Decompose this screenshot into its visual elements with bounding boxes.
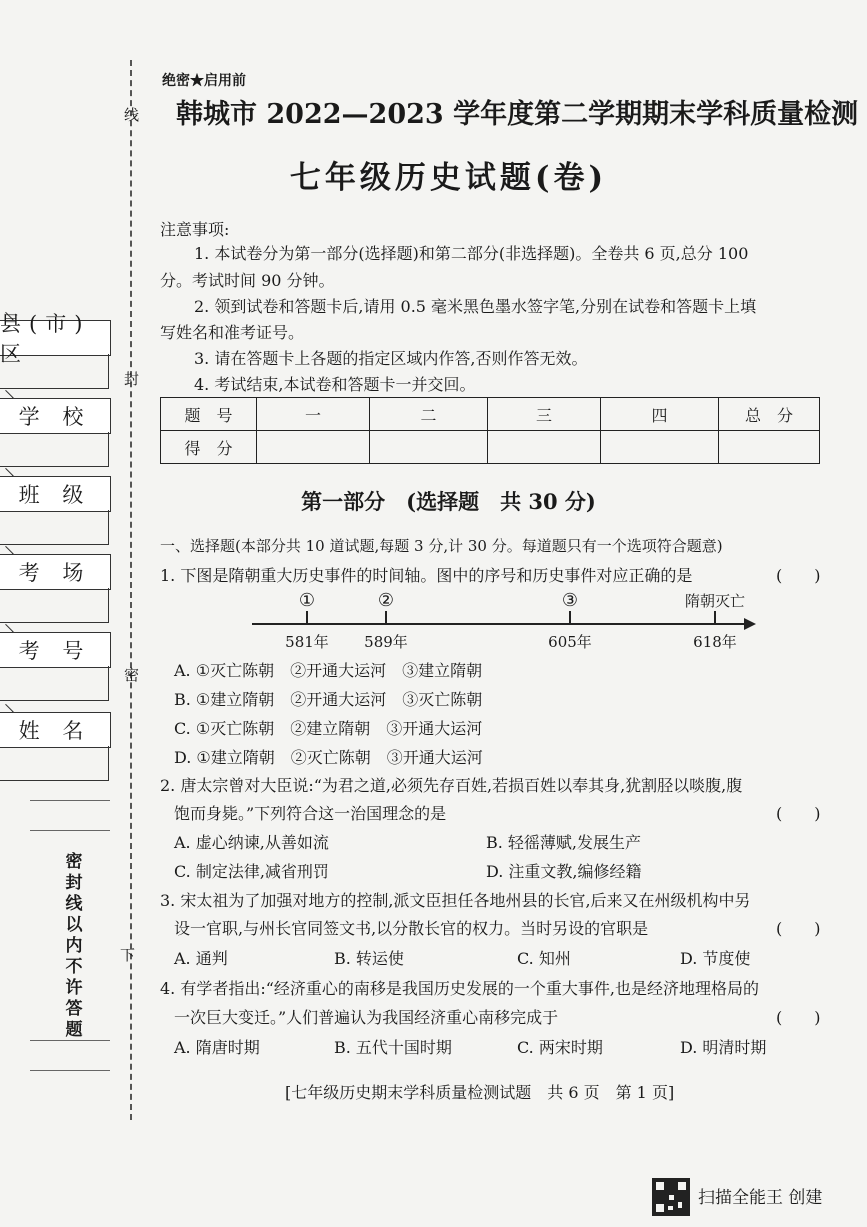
- question-1-option-b[interactable]: B. ①建立隋朝 ②开通大运河 ③灭亡陈朝: [174, 690, 483, 709]
- timeline-arrow-icon: [744, 618, 756, 630]
- timeline-tick: [569, 611, 571, 623]
- exam-title: 韩城市 2022—2023 学年度第二学期期末学科质量检测: [176, 99, 859, 130]
- qr-code-icon: [652, 1178, 690, 1216]
- note-2-cont: 写姓名和准考证号。: [160, 323, 305, 342]
- timeline-year: 618年: [693, 633, 737, 651]
- exam-subtitle: 七年级历史试题(卷): [289, 160, 608, 196]
- class-field-label: 班 级: [0, 476, 111, 512]
- timeline-mark-1: ①: [298, 590, 316, 611]
- timeline-mark-3: ③: [561, 590, 579, 611]
- question-4-option-c[interactable]: C. 两宋时期: [517, 1038, 603, 1057]
- binding-mark-xian: 线: [124, 106, 140, 124]
- question-2-answer-bracket: ( ): [776, 804, 821, 823]
- score-cell: [257, 431, 370, 464]
- timeline-year: 581年: [285, 633, 329, 651]
- question-4-answer-bracket: ( ): [776, 1008, 821, 1027]
- seal-warning: 密封线以内不许答题: [65, 852, 83, 1040]
- score-cell: 二: [370, 398, 488, 431]
- note-1: 1. 本试卷分为第一部分(选择题)和第二部分(非选择题)。全卷共 6 页,总分 100: [194, 244, 749, 263]
- question-1-stem: 1. 下图是隋朝重大历史事件的时间轴。图中的序号和历史事件对应正确的是: [160, 566, 693, 585]
- question-3-option-b[interactable]: B. 转运使: [334, 949, 404, 968]
- guide-line: [30, 800, 110, 802]
- note-4: 4. 考试结束,本试卷和答题卡一并交回。: [194, 375, 476, 394]
- timeline-tick: [385, 611, 387, 623]
- secret-label: 绝密★启用前: [162, 73, 246, 89]
- question-2-stem-cont: 饱而身毙。”下列符合这一治国理念的是: [174, 804, 447, 823]
- county-field-label: 县(市)区: [0, 320, 111, 356]
- score-cell: [488, 431, 601, 464]
- score-table-score-row: [161, 431, 820, 464]
- question-1-answer-bracket: ( ): [776, 566, 821, 585]
- timeline-axis: [252, 623, 747, 625]
- school-field-label: 学 校: [0, 398, 111, 434]
- question-1-option-a[interactable]: A. ①灭亡陈朝 ②开通大运河 ③建立隋朝: [174, 661, 483, 680]
- question-3-option-c[interactable]: C. 知州: [517, 949, 571, 968]
- question-3-answer-bracket: ( ): [776, 919, 821, 938]
- question-3-option-d[interactable]: D. 节度使: [680, 949, 751, 968]
- score-cell: 四: [601, 398, 719, 431]
- school-field-box[interactable]: [0, 432, 109, 467]
- score-cell: 总 分: [719, 398, 820, 431]
- timeline-year: 605年: [548, 633, 592, 651]
- question-2-option-c[interactable]: C. 制定法律,减省刑罚: [174, 862, 329, 881]
- question-2-option-a[interactable]: A. 虚心纳谏,从善如流: [174, 833, 329, 852]
- notes-heading: 注意事项:: [160, 220, 230, 239]
- county-field-box[interactable]: [0, 354, 109, 389]
- question-2-option-d[interactable]: D. 注重文教,编修经籍: [486, 862, 642, 881]
- binding-mark-mi: 密: [124, 666, 140, 684]
- part-one-title: 第一部分 (选择题 共 30 分): [301, 489, 596, 514]
- scanner-watermark: 扫描全能王 创建: [698, 1188, 823, 1208]
- score-cell: 得 分: [161, 431, 257, 464]
- score-cell: [719, 431, 820, 464]
- exam-room-field-box[interactable]: [0, 588, 109, 623]
- score-cell: 三: [488, 398, 601, 431]
- score-cell: 题 号: [161, 398, 257, 431]
- question-2-option-b[interactable]: B. 轻徭薄赋,发展生产: [486, 833, 642, 852]
- note-2: 2. 领到试卷和答题卡后,请用 0.5 毫米黑色墨水签字笔,分别在试卷和答题卡上填: [194, 297, 757, 316]
- question-3-stem: 3. 宋太祖为了加强对地方的控制,派文臣担任各地州县的长官,后来又在州级机构中另: [160, 891, 751, 910]
- name-field-box[interactable]: [0, 746, 109, 781]
- score-cell: 一: [257, 398, 370, 431]
- timeline-end-event: 隋朝灭亡: [684, 592, 746, 610]
- binding-mark-xia: 下: [120, 946, 136, 964]
- timeline-mark-2: ②: [377, 590, 395, 611]
- score-cell: [370, 431, 488, 464]
- timeline-year: 589年: [364, 633, 408, 651]
- question-4-option-a[interactable]: A. 隋唐时期: [174, 1038, 260, 1057]
- timeline-tick: [714, 611, 716, 623]
- exam-number-field-box[interactable]: [0, 666, 109, 701]
- score-table-header-row: [161, 398, 820, 431]
- guide-line: [30, 830, 110, 832]
- binding-mark-feng: 封: [124, 370, 140, 388]
- exam-room-field-label: 考 场: [0, 554, 111, 590]
- question-1-option-c[interactable]: C. ①灭亡陈朝 ②建立隋朝 ③开通大运河: [174, 719, 483, 738]
- question-1-option-d[interactable]: D. ①建立隋朝 ②灭亡陈朝 ③开通大运河: [174, 748, 483, 767]
- question-4-option-d[interactable]: D. 明清时期: [680, 1038, 767, 1057]
- question-3-option-a[interactable]: A. 通判: [174, 949, 228, 968]
- exam-number-field-label: 考 号: [0, 632, 111, 668]
- score-cell: [601, 431, 719, 464]
- score-table: [160, 397, 820, 464]
- note-3: 3. 请在答题卡上各题的指定区域内作答,否则作答无效。: [194, 349, 588, 368]
- page-footer: [七年级历史期末学科质量检测试题 共 6 页 第 1 页]: [285, 1083, 675, 1102]
- question-2-stem: 2. 唐太宗曾对大臣说:“为君之道,必须先存百姓,若损百姓以奉其身,犹割胫以啖腹,腹: [160, 776, 743, 795]
- timeline-tick: [306, 611, 308, 623]
- name-field-label: 姓 名: [0, 712, 111, 748]
- note-1-cont: 分。考试时间 90 分钟。: [160, 271, 335, 290]
- question-4-stem: 4. 有学者指出:“经济重心的南移是我国历史发展的一个重大事件,也是经济地理格局的: [160, 979, 760, 998]
- guide-line: [30, 1070, 110, 1072]
- question-4-stem-cont: 一次巨大变迁。”人们普遍认为我国经济重心南移完成于: [174, 1008, 559, 1027]
- section-instruction: 一、选择题(本部分共 10 道试题,每题 3 分,计 30 分。每道题只有一个选项符合题意): [160, 537, 723, 555]
- question-3-stem-cont: 设一官职,与州长官同签文书,以分散长官的权力。当时另设的官职是: [174, 919, 649, 938]
- question-4-option-b[interactable]: B. 五代十国时期: [334, 1038, 452, 1057]
